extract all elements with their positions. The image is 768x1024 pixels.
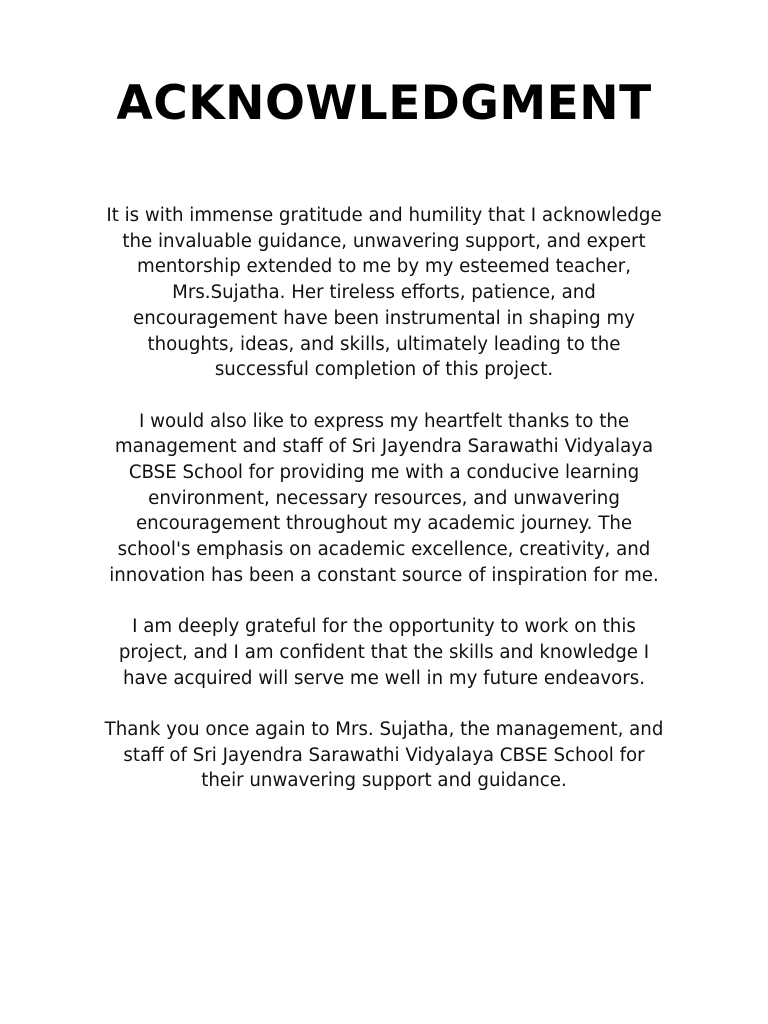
paragraph-opportunity: I am deeply grateful for the opportunity to work on this project, and I am confident that the skills and knowledge I have acquired will serve me well in my future endeavors.: [118, 616, 650, 689]
page-title: ACKNOWLEDGMENT: [116, 76, 652, 131]
acknowledgment-body: [104, 203, 664, 794]
paragraph-closing-thanks: Thank you once again to Mrs. Sujatha, the management, and staff of Sri Jayendra Sarawathi Vidyalaya CBSE School for their unwavering support and guidance.: [104, 719, 664, 792]
paragraph-thanks-school: I would also like to express my heartfelt thanks to the management and staff of Sri Jayendra Sarawathi Vidyalaya CBSE School for providing me with a conducive learning environment, necessary resources, and unwavering encouragement throughout my academic journey. The school's emphasis on academic excellence, creativity, and innovation has been a constant source of inspiration for me.: [109, 410, 659, 586]
paragraph-gratitude-teacher: It is with immense gratitude and humility that I acknowledge the invaluable guidance, unwavering support, and expert mentorship extended to me by my esteemed teacher, Mrs.Sujatha. Her tireless efforts, patience, and encouragement have been instrumental in shaping my thoughts, ideas, and skills, ultimately leading to the successful completion of this project.: [106, 205, 662, 381]
